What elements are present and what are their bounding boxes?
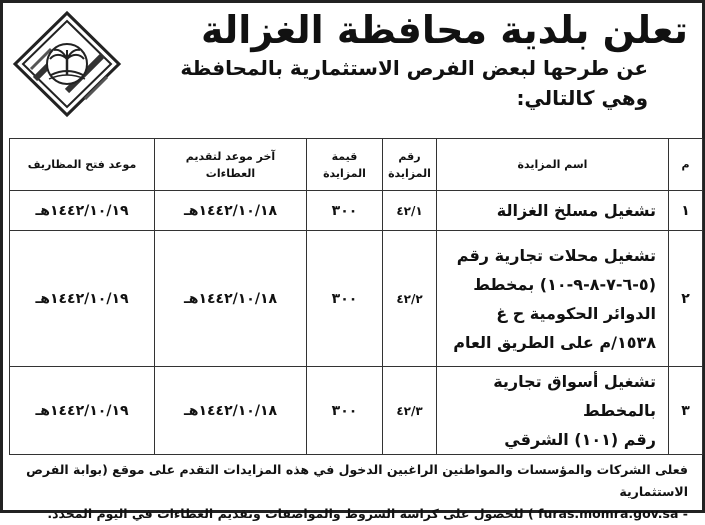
bid-deadline: ١٤٤٢/١٠/١٨هـ (155, 231, 307, 367)
bid-deadline: ١٤٤٢/١٠/١٨هـ (155, 191, 307, 231)
auction-name-line: تشغيل محلات تجارية رقم (456, 245, 656, 265)
municipality-palm-logo-icon (11, 9, 123, 119)
auction-name-line: ١٥٣٨/م على الطريق العام (453, 332, 656, 352)
footer-line-2-text: ) للحصول على كراسة الشروط والمواصفات وتقديم العطاءات في اليوم المحدد. (47, 506, 534, 521)
header-number-line-2: المزايدة (388, 166, 431, 180)
auction-name-line: رقم (١٠١) الشرقي (504, 430, 656, 449)
footer-line-1: فعلى الشركات والمؤسسات والمواطنين الراغبين الدخول في هذه المزايدات التقدم على موقع (بوابة الفرص الاستثمارية (26, 462, 688, 499)
auction-value: ٣٠٠ (307, 367, 383, 455)
auction-name-line: تشغيل مسلخ الغزالة (496, 201, 656, 220)
table-row (10, 231, 703, 367)
subtitle-line-2: وهي كالتالي: (516, 86, 648, 110)
row-index: ٣ (669, 367, 703, 455)
header-opening: موعد فتح المظاريف (10, 139, 155, 191)
header-index: م (669, 139, 703, 191)
footer-instructions (11, 459, 688, 525)
subtitle-line-1: عن طرحها لبعض الفرص الاستثمارية بالمحافظة (180, 56, 648, 80)
table-header-row (10, 139, 703, 191)
row-index: ٢ (669, 231, 703, 367)
auction-name-line: (٥-٦-٧-٨-٩-١٠) بمخطط (473, 274, 656, 294)
auction-value: ٣٠٠ (307, 231, 383, 367)
auction-number: ٤٢/١ (383, 191, 437, 231)
header-deadline-line-1: آخر موعد لتقديم (185, 149, 276, 163)
row-index: ١ (669, 191, 703, 231)
footer-line-2 (11, 503, 688, 525)
envelope-opening-date: ١٤٤٢/١٠/١٩هـ (10, 231, 155, 367)
auction-name-line: تشغيل أسواق تجارية بالمخطط (493, 372, 656, 420)
header-deadline-line-2: العطاءات (205, 166, 256, 180)
auction-number: ٤٢/٣ (383, 367, 437, 455)
header-name: اسم المزايدة (437, 139, 669, 191)
header-value (307, 139, 383, 191)
table-row (10, 191, 703, 231)
auction-name (437, 367, 669, 455)
auction-name (437, 231, 669, 367)
portal-url-link[interactable]: furas.momra.gov.sa (538, 506, 679, 521)
auction-value: ٣٠٠ (307, 191, 383, 231)
auction-name (437, 191, 669, 231)
envelope-opening-date: ١٤٤٢/١٠/١٩هـ (10, 367, 155, 455)
header-number-line-1: رقم (398, 149, 421, 163)
footer-dash: - (682, 506, 688, 521)
auction-number: ٤٢/٢ (383, 231, 437, 367)
auction-name-line: الدوائر الحكومية ح غ (496, 303, 656, 323)
header-value-line-1: قيمة (331, 149, 358, 163)
page-title: تعلن بلدية محافظة الغزالة (200, 8, 688, 52)
table-row (10, 367, 703, 455)
header-value-line-2: المزايدة (323, 166, 366, 180)
header-number (383, 139, 437, 191)
announcement-header (123, 7, 688, 135)
header-deadline (155, 139, 307, 191)
auctions-table (9, 138, 703, 455)
bid-deadline: ١٤٤٢/١٠/١٨هـ (155, 367, 307, 455)
envelope-opening-date: ١٤٤٢/١٠/١٩هـ (10, 191, 155, 231)
